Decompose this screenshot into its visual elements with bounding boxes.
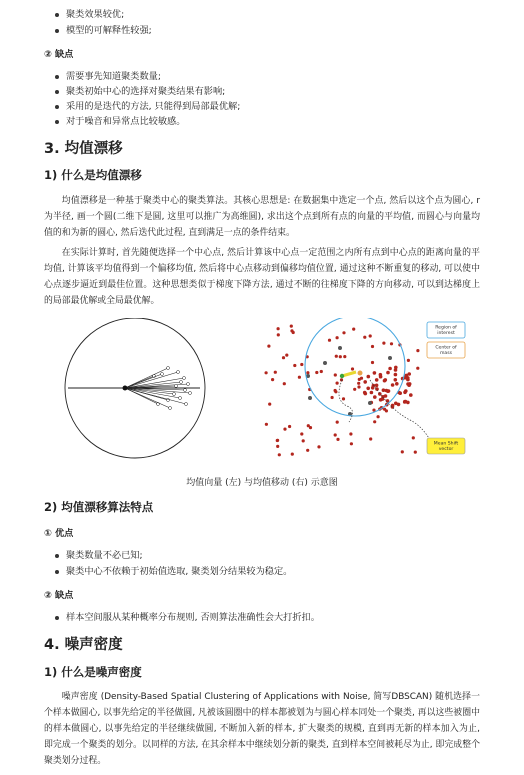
mean-vector-diagram — [65, 318, 205, 458]
list-item: 聚类数量不必已知; — [66, 550, 143, 561]
list-item: 采用的是迭代的方法, 只能得到局部最优解; — [66, 101, 241, 112]
subsection-heading: 1) 什么是噪声密度 — [44, 665, 142, 679]
legend-msv-text: Mean Shift vector — [433, 441, 459, 452]
pros-label: ① 优点 — [44, 528, 74, 539]
list-item: 模型的可解释性较强; — [66, 25, 152, 36]
list-item: 聚类初始中心的选择对聚类结果有影响; — [66, 86, 226, 97]
list-item: 样本空间服从某种概率分布规则, 否则算法准确性会大打折扣。 — [66, 612, 320, 623]
section-heading: 4. 噪声密度 — [44, 637, 123, 653]
mean-shift-diagram — [265, 318, 466, 456]
mean-shift-figure — [50, 318, 480, 468]
list-item: 聚类中心不依赖于初始值选取, 聚类划分结果较为稳定。 — [66, 566, 293, 577]
list-item: 对于噪音和异常点比较敏感。 — [66, 116, 186, 127]
cons-label: ② 缺点 — [44, 590, 74, 601]
paragraph: 均值漂移是一种基于聚类中心的聚类算法。其核心思想是: 在数据集中选定一个点, 然后以这个点为圆心, r为半径, 画一个圆(二维下是圆, 这里可以推广为高维圆), 求出这个点到所有点的向量的平均值, 而圆心与向量均值的和为新的圆心, 然后迭代此过程, 直到满足一点的条件结束。 — [44, 196, 480, 238]
list-item: 聚类效果较优; — [66, 9, 125, 20]
figure-caption: 均值向量 (左) 与均值移动 (右) 示意图 — [186, 478, 338, 488]
paragraph: 噪声密度 (Density-Based Spatial Clustering of Applications with Noise, 简写DBSCAN) 随机选择一个样本做圆心, 以事先给定的半径做圆, 凡被该圆圈中的样本都被划为与圆心样本同处一个聚类, 再以这些被圈中的样本做圆心, 以事先给定的半径继续做圆, 不断加入新的样本, 扩大聚类的规模, 直到再无新的样本加入为止, 即完成一个聚类的划分。以同样的方法, 在其余样本中继续划分新的聚类, 直到样本空间被耗尽为止, 即完成整个聚类划分过程。 — [44, 692, 480, 766]
paragraph: 在实际计算时, 首先随便选择一个中心点, 然后计算该中心点一定范围之内所有点到中心点的距离向量的平均值, 计算该平均值得到一个偏移均值, 然后将中心点移动到偏移均值位置, 通过这种不断重复的移动, 可以使中心点逐步逼近到最佳位置。这种思想类似于梯度下降方法, 通过不断的往梯度下降的方向移动, 可以到达梯度上的局部最优解或全局最优解。 — [44, 248, 480, 306]
cons-label: ② 缺点 — [44, 49, 74, 60]
subsection-heading: 1) 什么是均值漂移 — [44, 168, 142, 182]
list-item: 需要事先知道聚类数量; — [66, 71, 161, 82]
section-heading: 3. 均值漂移 — [44, 141, 123, 157]
legend-com-text: Center of mass — [435, 345, 457, 356]
subsection-heading: 2) 均值漂移算法特点 — [44, 500, 154, 514]
legend-roi-text: Region of interest — [435, 325, 457, 336]
